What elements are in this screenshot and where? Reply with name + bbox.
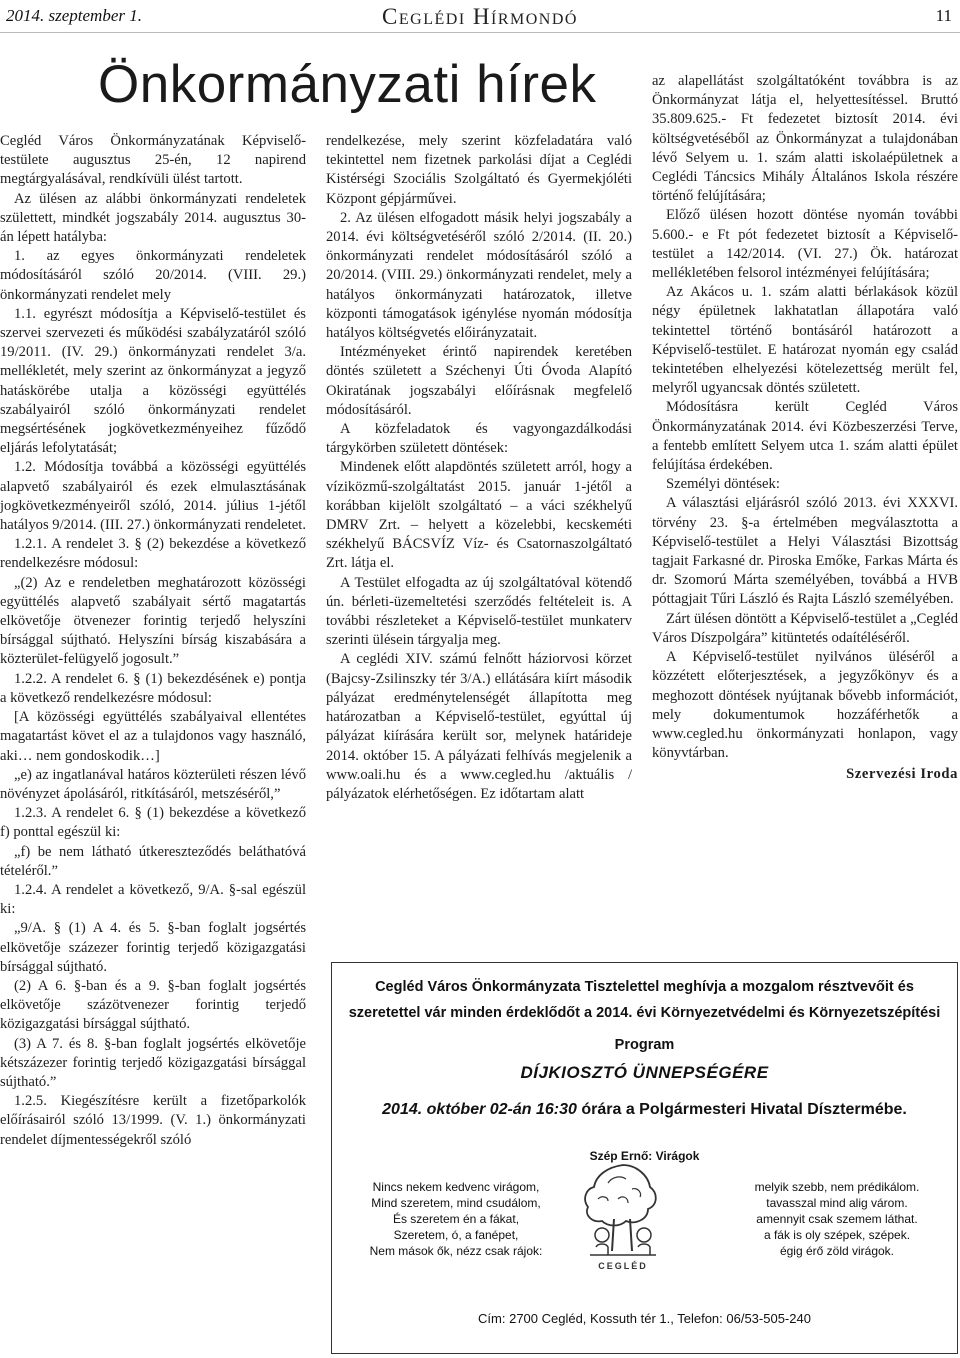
paragraph: (3) A 7. és 8. §-ban foglalt jogsértés elkövetője kétszázezer forintig terjedő közigazgatási bírsággal sújtható.”	[0, 1035, 306, 1090]
poem-line: tavasszal mind alig várom.	[766, 1196, 908, 1210]
paragraph: „9/A. § (1) A 4. és 5. §-ban foglalt jogsértés elkövetője százezer forintig terjedő közigazgatási bírsággal sújtható.	[0, 920, 306, 975]
paragraph: rendelkezése, mely szerint közfeladatára való tekintettel nem fizetnek parkolási díjat a Ceglédi Kistérségi Szociális Szolgáltató és Gyermekjóléti Központ gépjárművei.	[326, 133, 632, 207]
paragraph: Módosításra került Cegléd Város Önkormányzatának 2014. évi Közbeszerzési Terve, a fentebb említett Selyem utca 1. szám alatti épület felújítása érdekében.	[652, 399, 958, 474]
paragraph: 1.2.1. A rendelet 3. § (2) bekezdése a következő rendelkezésre módosul:	[0, 536, 306, 572]
paragraph: Előző ülésen hozott döntése nyomán további 5.600.- e Ft pót fedezetet biztosít a Képviselő-testület a 142/2014. (VI. 27.) Ök. határozat mellékletében felsorol intézményei felújítására;	[652, 207, 958, 282]
paragraph: (2) A 6. §-ban és a 9. §-ban foglalt jogsértés elkövetője százötvenezer forintig terjedő közigazgatási bírsággal sújtható.	[0, 977, 306, 1033]
paragraph: A közfeladatok és vagyongazdálkodási tárgykörben született döntések:	[326, 421, 632, 457]
issue-date: 2014. szeptember 1.	[6, 6, 142, 25]
paragraph: Intézményeket érintő napirendek keretében döntés született a Széchenyi Úti Óvoda Alapító Okiratának jogszabályi előírásnak megfelelő módosításáról.	[326, 344, 632, 418]
paragraph: Zárt ülésen döntött a Képviselő-testület a „Cegléd Város Díszpolgára” kitüntetés odaítéléséről.	[652, 610, 958, 646]
paragraph: A ceglédi XIV. számú felnőtt háziorvosi körzet (Bajcsy-Zsilinszky tér 3/A.) ellátására kiírt második pályázat eredménytelenségét állapította meg határozatban a Képviselő-testület, egyúttal új pályázat kiírására került sor, melynek határideje 2014. október 15. A pályázati felhívás megjelenik a www.oali.hu és a www.cegled.hu /aktuális / pályázatok elérhetőségen. Ez időtartam alatt	[326, 651, 632, 802]
invitation-event-title: DÍJKIOSZTÓ ÜNNEPSÉGÉRE	[520, 1063, 769, 1082]
article-column-2	[326, 132, 632, 804]
paragraph: „e) az ingatlanával határos közterületi részen lévő növényzet ápolásáról, ritkításáról, metszéséről,”	[0, 766, 306, 802]
page-number: 11	[935, 6, 952, 25]
poem-line: amennyit csak szemem láthat.	[756, 1212, 918, 1226]
poem-line: Nincs nekem kedvenc virágom,	[372, 1180, 540, 1194]
paragraph: Cegléd Város Önkormányzatának Képviselő-testülete augusztus 25-én, 12 napirend megtárgyalásával, rendkívüli ülést tartott.	[0, 133, 306, 188]
poem-line: Nem mások ők, nézz csak rájok:	[369, 1244, 543, 1258]
poem-left-stanza	[356, 1179, 556, 1259]
paragraph: „f) be nem látható útkereszteződés beláthatóvá tételéről.”	[0, 843, 306, 879]
paragraph: A Képviselő-testület nyilvános üléséről a közzétett előterjesztések, a jegyzőkönyv és a meghozott döntések nyújtanak bővebb információt, mely dokumentumok hozzáférhetők a www.cegled.hu önkormányzati honlapon, vagy könyvtárban.	[652, 649, 958, 762]
paragraph: 1. az egyes önkormányzati rendeletek módosításáról szóló 20/2014. (VIII. 29.) önkormányzati rendelet mely	[0, 248, 306, 303]
event-place: órára a Polgármesteri Hivatal Dísztermébe.	[576, 1101, 907, 1118]
paragraph: 1.2.4. A rendelet a következő, 9/A. §-sal egészül ki:	[0, 881, 306, 918]
invitation-line-1: Cegléd Város Önkormányzata Tisztelettel meghívja a mozgalom résztvevőit és	[375, 979, 914, 995]
paragraph: 1.2.5. Kiegészítésre került a fizetőparkolók előírásairól szóló 13/1999. (V. 1.) önkormányzati rendelet díjmentességekről szóló	[0, 1093, 306, 1148]
paragraph: „(2) Az e rendeletben meghatározott közösségi együttélés alapvető szabályait sértő magatartás elkövetője ötvenezer forintig terjedő helyszíni bírsággal sújtható. Helyszíni bírság kiszabására a közterület-felügyelő jogosult.”	[0, 574, 306, 668]
event-date: 2014. október 02-án 16:30	[382, 1101, 577, 1118]
paragraph: A választási eljárásról szóló 2013. évi XXXVI. törvény 23. §-a értelmében megválasztotta a Képviselő-testület a Helyi Választási Bizottság tagjait Farkasné dr. Piroska Emőke, Farkas Márta és dr. Szomorú Márta személyében, továbbá a HVB póttagjait Tűri László és Rajta László személyében.	[652, 495, 958, 608]
cegled-logo-icon	[568, 1159, 678, 1274]
poem-line: És szeretem én a fákat,	[392, 1212, 520, 1226]
paragraph: 1.1. egyrészt módosítja a Képviselő-testület és szervei szervezeti és működési szabályzatáról szóló 19/2011. (IV. 29.) önkormányzati rendelet 3/a. mellékletét, mely szerint az önkormányzat a jegyző hatáskörébe utalja a közösségi együttélés szabályairól szóló önkormányzati rendelet megsértésének jogkövetkezményeihez fűződő eljárás lefolytatását;	[0, 305, 306, 457]
header-divider	[0, 32, 960, 33]
poem-line: Szeretem, ó, a fanépet,	[393, 1228, 519, 1242]
invitation-line-2: szeretettel vár minden érdeklődőt a 2014. évi Környezetvédelmi és Környezetszépítési	[348, 1005, 941, 1021]
poem-line: a fák is oly szépek, szépek.	[763, 1228, 911, 1242]
logo-text: CEGLÉD	[598, 1261, 648, 1271]
invitation-datetime	[332, 1101, 957, 1119]
invitation-box	[331, 962, 958, 1354]
poem-line: égig érő zöld virágok.	[779, 1244, 895, 1258]
paragraph: Személyi döntések:	[666, 476, 780, 493]
publication-name: Ceglédi Hírmondó	[382, 4, 578, 29]
section-title: Önkormányzati hírek	[98, 55, 597, 114]
paragraph: 1.2. Módosítja továbbá a közösségi együttélés alapvető szabályairól és ezek elmulasztásának jogkövetkezményeiről szóló, 2014. július 1-jétől hatályos 9/2014. (III. 27.) önkormányzati rendeletet.	[0, 459, 306, 534]
paragraph: az alapellátást szolgáltatóként továbbra is az Önkormányzat látja el, helyettesítéssel. Bruttó 35.809.625.- Ft fedezetet biztosít 2014. évi költségvetéséből az Önkormányzat a tulajdonában lévő Selyem u. 1. szám alatti iskolaépületnek a Ceglédi Táncsics Mihály Általános Iskola részére történő felújítására;	[652, 73, 958, 205]
signature: Szervezési Iroda	[846, 766, 958, 783]
poem-line: Mind szeretem, mind csudálom,	[371, 1196, 541, 1210]
article-column-3	[652, 72, 958, 785]
paragraph: Mindenek előtt alapdöntés született arról, hogy a víziközmű-szolgáltatást 2015. január 1-jétől a korábban kijelölt szolgáltató – a váci székhelyű DMRV Zrt. – helyett a közelebbi, kecskeméti székhelyű BÁCSVÍZ Víz- és Csatornaszolgáltató Zrt. látja el.	[326, 459, 632, 572]
invitation-program: Program	[614, 1037, 675, 1053]
paragraph: 1.2.3. A rendelet 6. § (1) bekezdése a következő f) ponttal egészül ki:	[0, 805, 306, 841]
paragraph: A Testület elfogadta az új szolgáltatóval kötendő ún. bérleti-üzemeltetési szerződés feltételeit is. A további részleteket a Képviselő-testület munkaterv szerinti ülésein tárgyalja meg.	[326, 574, 632, 649]
poem-title: Szép Ernő: Virágok	[589, 1149, 700, 1163]
contact-address: Cím: 2700 Cegléd, Kossuth tér 1., Telefon: 06/53-505-240	[478, 1311, 811, 1326]
paragraph: 1.2.2. A rendelet 6. § (1) bekezdésének e) pontja a következő rendelkezésre módosul:	[0, 670, 306, 706]
article-column-1	[0, 132, 306, 1150]
paragraph: Az Akácos u. 1. szám alatti bérlakások közül négy épületnek lakhatatlan állapotára való tekintettel történő bontásáról határozott a Képviselő-testület. E határozat nyomán egy család tekintetében elhelyezési kötelezettség merült fel, melyről ugyancsak döntés született.	[652, 284, 958, 397]
paragraph: [A közösségi együttélés szabályaival ellentétes magatartást követ el az a tulajdonos vagy használó, aki… nem gondoskodik…]	[0, 709, 306, 764]
poem-line: melyik szebb, nem prédikálom.	[754, 1180, 920, 1194]
paragraph: Az ülésen az alábbi önkormányzati rendeletek születtett, mindkét jogszabály 2014. augusztus 30-án lépett hatályba:	[0, 190, 306, 246]
poem-right-stanza	[732, 1179, 942, 1259]
paragraph: 2. Az ülésen elfogadott másik helyi jogszabály a 2014. évi költségvetéséről szóló 2/2014. (II. 20.) önkormányzati rendelet módosításáról szóló a 20/2014. (VIII. 29.) önkormányzati rendelet, mely a hatályos önkormányzati határozatok, illetve központi támogatások igénylése nyomán módosítja hatályos költségvetés előirányzatait.	[326, 209, 632, 342]
